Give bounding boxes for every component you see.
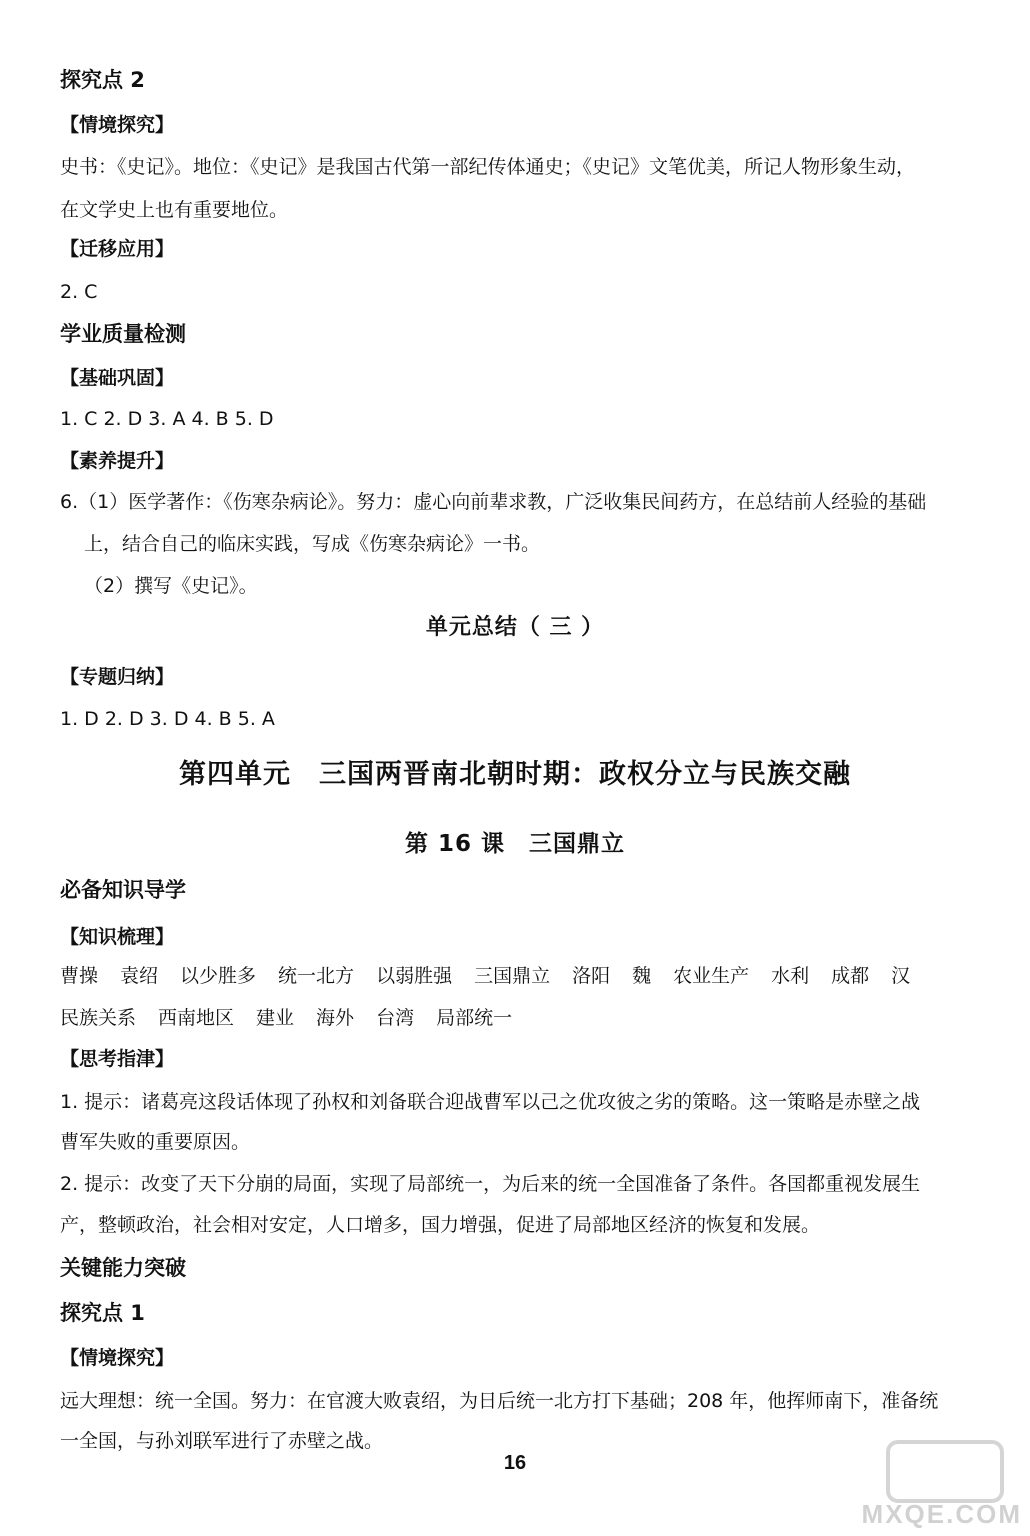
keyword: 洛阳: [572, 965, 611, 987]
tag-label: 【情境探究】: [60, 1347, 175, 1369]
keyword: 统一北方: [278, 965, 355, 987]
keyword: 汉: [891, 965, 911, 987]
tag-label: 【迁移应用】: [60, 238, 175, 260]
keyword: 袁绍: [120, 965, 159, 987]
keyword: 局部统一: [436, 1007, 513, 1029]
answer-line: 1. D 2. D 3. D 4. B 5. A: [60, 708, 275, 730]
keyword: 成都: [831, 965, 870, 987]
paragraph: （2）撰写《史记》。: [84, 575, 258, 597]
keyword: 海外: [316, 1007, 355, 1029]
paragraph: 产，整顿政治，社会相对安定，人口增多，国力增强，促进了局部地区经济的恢复和发展。: [60, 1214, 821, 1236]
keyword: 魏: [632, 965, 652, 987]
paragraph: 2. 提示：改变了天下分崩的局面，实现了局部统一，为后来的统一全国准备了条件。各国都重视发展生: [60, 1173, 921, 1195]
keyword: 建业: [256, 1007, 295, 1029]
keyword: 曹操: [60, 965, 99, 987]
paragraph: 1. 提示：诸葛亮这段话体现了孙权和刘备联合迎战曹军以己之优攻彼之劣的策略。这一策略是赤壁之战: [60, 1091, 921, 1113]
section-heading: 必备知识导学: [60, 878, 186, 902]
summary-title: 单元总结（ 三 ）: [425, 615, 605, 640]
keyword: 台湾: [376, 1007, 415, 1029]
paragraph: 远大理想：统一全国。努力：在官渡大败袁绍，为日后统一北方打下基础；208 年，他挥师南下，准备统: [60, 1390, 939, 1412]
paragraph: 曹军失败的重要原因。: [60, 1131, 251, 1153]
paragraph: 一全国，与孙刘联军进行了赤壁之战。: [60, 1430, 384, 1452]
answer-line: 2. C: [60, 281, 98, 303]
paragraph: 6.（1）医学著作：《伤寒杂病论》。努力：虚心向前辈求教，广泛收集民间药方，在总结前人经验的基础: [60, 491, 927, 513]
lesson-title: 第 16 课 三国鼎立: [404, 831, 626, 857]
keyword: 以少胜多: [180, 965, 257, 987]
keyword: 民族关系: [60, 1007, 137, 1029]
keyword: 西南地区: [158, 1007, 235, 1029]
tag-label: 【专题归纳】: [60, 666, 175, 688]
tag-label: 【基础巩固】: [60, 367, 175, 389]
keyword: 农业生产: [673, 965, 750, 987]
subsection-heading: 探究点 1: [60, 1301, 145, 1325]
page-number: 16: [503, 1452, 527, 1474]
section-heading: 关键能力突破: [60, 1256, 186, 1280]
paragraph: 在文学史上也有重要地位。: [60, 199, 289, 221]
tag-label: 【素养提升】: [60, 450, 175, 472]
paragraph: 上，结合自己的临床实践，写成《伤寒杂病论》一书。: [84, 533, 541, 555]
watermark-text: MXQE.COM: [861, 1499, 1022, 1529]
section-heading: 学业质量检测: [60, 322, 186, 346]
watermark-logo: [861, 1440, 1022, 1530]
keyword: 三国鼎立: [474, 965, 551, 987]
keyword-row: [60, 964, 932, 988]
section-heading: 探究点 2: [60, 68, 145, 92]
unit-title: 第四单元 三国两晋南北朝时期：政权分立与民族交融: [179, 759, 851, 790]
paragraph: 史书：《史记》。地位：《史记》是我国古代第一部纪传体通史；《史记》文笔优美，所记人物形象生动，: [60, 156, 916, 178]
tag-label: 【情境探究】: [60, 114, 175, 136]
answer-line: 1. C 2. D 3. A 4. B 5. D: [60, 408, 274, 430]
watermark-icon: [886, 1440, 1004, 1503]
keyword: 以弱胜强: [376, 965, 453, 987]
keyword: 水利: [771, 965, 810, 987]
keyword-row: [60, 1006, 534, 1030]
tag-label: 【思考指津】: [60, 1048, 175, 1070]
tag-label: 【知识梳理】: [60, 926, 175, 948]
